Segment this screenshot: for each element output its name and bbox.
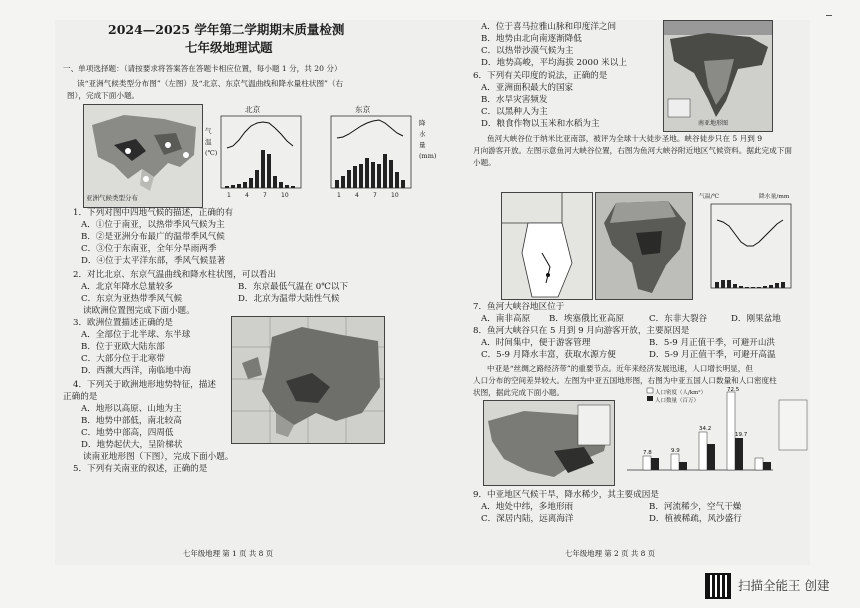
africa-map <box>595 192 693 300</box>
q8-option-a[interactable]: A．时间集中，便于游客管理 <box>481 338 591 348</box>
month-tick: 4 <box>245 192 249 199</box>
q8-option-c[interactable]: C．5-9 月降水丰富，获取水源方便 <box>481 350 616 360</box>
population-chart <box>623 384 809 486</box>
q7-option-c[interactable]: C．东非大裂谷 <box>649 314 708 324</box>
fish-river-location-map <box>501 192 593 300</box>
q7-intro-line: 鱼河大峡谷位于纳米比亚南部，被评为全球十大徒步圣地。峡谷徒步只在 5 月到 9 <box>487 134 763 143</box>
climate-chart-graphic <box>697 192 805 300</box>
q7-option-b[interactable]: B．埃塞俄比亚高原 <box>549 314 625 324</box>
bar-value-label: 9.9 <box>671 448 680 454</box>
q1-option-b[interactable]: B．②是亚洲分布最广的温带季风气候 <box>81 232 225 242</box>
page-2-footer: 七年级地理 第 2 页 共 8 页 <box>565 549 656 558</box>
precip-axis-label: 降水量(mm) <box>419 119 437 160</box>
q3-option-d[interactable]: D．西濒大西洋，南临地中海 <box>81 366 192 376</box>
bar-value-label: 19.7 <box>735 432 748 438</box>
south-asia-map <box>663 20 773 132</box>
q5-intro: 读南亚地形图（下图），完成下面小题。 <box>83 452 234 462</box>
q3-option-a[interactable]: A．全部位于北半球、东半球 <box>81 330 191 340</box>
q8-option-b[interactable]: B．5-9 月正值干季，可避开山洪 <box>649 338 776 348</box>
climate-charts <box>205 104 437 204</box>
month-tick: 10 <box>281 192 289 199</box>
beijing-precip-bars <box>225 150 295 188</box>
month-tick: 1 <box>227 192 231 199</box>
q4-option-a[interactable]: A．地形以高原、山地为主 <box>81 404 182 414</box>
section-heading: 一、单项选择题：（请按要求将答案答在答题卡相应位置，每小题 1 分，共 20 分） <box>63 64 342 73</box>
asia-map-caption: 亚洲气候类型分布 <box>86 194 138 202</box>
q4-option-d[interactable]: D．地势起伏大，呈阶梯状 <box>81 440 183 450</box>
q7-intro-line: 月向游客开放。左图示意鱼河大峡谷位置，右图为鱼河大峡谷附近地区气候资料。据此完成下面 <box>473 146 792 155</box>
question-6: 6．下列有关印度的说法，正确的是 <box>473 71 608 81</box>
bar-value-label: 72.5 <box>727 387 740 393</box>
month-tick: 4 <box>355 192 359 199</box>
question-2: 2．对比北京、东京气温曲线和降水柱状图，可以看出 <box>73 270 277 280</box>
legend-density: 人口密度（人/km²） <box>655 390 707 396</box>
tokyo-temp-curve <box>337 120 403 138</box>
q9-option-b[interactable]: B．河流稀少，空气干燥 <box>649 502 742 512</box>
exam-title: 2024—2025 学年第二学期期末质量检测 <box>108 22 345 37</box>
q1-option-d[interactable]: D．④位于太平洋东部，季风气候显著 <box>81 256 226 266</box>
month-tick: 1 <box>337 192 341 199</box>
fish-river-climate-chart <box>697 192 805 300</box>
scanner-watermark: 扫描全能王 创建 <box>738 578 830 593</box>
q6-option-c[interactable]: C．以黑种人为主 <box>481 107 548 117</box>
beijing-label: 北京 <box>245 105 261 114</box>
q9-intro-line: 状图，据此完成下面小题。 <box>473 388 565 397</box>
precip-axis-label: 降水量/mm <box>759 194 790 200</box>
central-asia-map-graphic <box>484 401 614 485</box>
q7-intro-line: 小题。 <box>473 158 496 167</box>
q1-option-c[interactable]: C．③位于东南亚，全年分旱雨两季 <box>81 244 217 254</box>
exam-subtitle: 七年级地理试题 <box>185 40 273 55</box>
corner-mark <box>826 15 832 16</box>
question-4-cont: 正确的是 <box>63 392 98 402</box>
climate-chart-graphic <box>205 104 437 204</box>
q9-option-d[interactable]: D．植被稀疏，风沙盛行 <box>649 514 742 524</box>
beijing-temp-curve <box>227 122 293 148</box>
month-tick: 10 <box>391 192 399 199</box>
q2-option-c[interactable]: C．东京为亚热带季风气候 <box>81 294 183 304</box>
intro-line: 图），完成下面小题。 <box>67 91 140 100</box>
page-2 <box>473 20 808 565</box>
south-asia-map-caption: 南亚地形图 <box>698 120 729 127</box>
q9-option-a[interactable]: A．地处中纬，多地形雨 <box>481 502 574 512</box>
q5-option-b[interactable]: B．地势由北向南逐渐降低 <box>481 34 582 44</box>
q3-option-b[interactable]: B．位于亚欧大陆东部 <box>81 342 165 352</box>
exam-sheet <box>55 20 810 565</box>
question-4: 4．下列关于欧洲地形地势特征，描述 <box>73 380 216 390</box>
question-5: 5．下列有关南亚的叙述，正确的是 <box>73 464 208 474</box>
q7-option-a[interactable]: A．南非高原 <box>481 314 531 324</box>
temp-axis-label: 气温(℃) <box>205 127 218 157</box>
question-7: 7．鱼河大峡谷地区位于 <box>473 302 565 312</box>
bar-value-label: 34.2 <box>699 426 712 432</box>
q4-option-b[interactable]: B．地势中部低，南北较高 <box>81 416 182 426</box>
question-3: 3．欧洲位置描述正确的是 <box>73 318 173 328</box>
q2-option-b[interactable]: B．东京最低气温在 0℃以下 <box>238 282 349 292</box>
europe-map <box>231 316 385 444</box>
question-1: 1．下列对图中四地气候的描述，正确的有 <box>73 208 234 218</box>
q4-option-c[interactable]: C．地势中部高，四周低 <box>81 428 174 438</box>
q8-option-d[interactable]: D．5-9 月正值干季，可避开高温 <box>649 350 776 360</box>
q2-option-d[interactable]: D．北京为温带大陆性气候 <box>238 294 340 304</box>
africa-map-graphic <box>596 193 692 299</box>
q5-option-d[interactable]: D．地势高峻，平均海拔 2000 米以上 <box>481 58 627 68</box>
q6-option-a[interactable]: A．亚洲面积最大的国家 <box>481 83 574 93</box>
population-chart-graphic <box>623 384 809 486</box>
question-8: 8．鱼河大峡谷只在 5 月到 9 月向游客开放，主要原因是 <box>473 326 690 336</box>
month-tick: 7 <box>373 192 377 199</box>
intro-line: 读“亚洲气候类型分布图”（左图）及“北京、东京气温曲线和降水量柱状图”（右 <box>77 79 344 88</box>
q9-intro-line: 中亚是“丝绸之路经济带”的重要节点。近年来经济发展迅速，人口增长明显，但 <box>487 364 753 373</box>
q3-option-c[interactable]: C．大部分位于北寒带 <box>81 354 165 364</box>
qr-code-icon <box>705 573 731 599</box>
south-asia-map-graphic <box>664 21 772 121</box>
page-1-footer: 七年级地理 第 1 页 共 8 页 <box>183 549 274 558</box>
q7-option-d[interactable]: D．刚果盆地 <box>731 314 781 324</box>
bar-value-label: 7.8 <box>643 450 652 456</box>
q9-intro-line: 人口分布的空间差异较大。左图为中亚五国地形图，右图为中亚五国人口数量和人口密度柱 <box>473 376 777 385</box>
asia-climate-map <box>83 104 203 208</box>
q9-option-c[interactable]: C．深居内陆，远离海洋 <box>481 514 574 524</box>
asia-map-graphic <box>84 105 202 207</box>
country-legend-box <box>779 400 807 450</box>
q6-option-d[interactable]: D．粮食作物以玉米和水稻为主 <box>481 119 600 129</box>
q2-option-a[interactable]: A．北京年降水总量较多 <box>81 282 174 292</box>
europe-map-graphic <box>232 317 384 443</box>
tokyo-label: 东京 <box>355 105 371 114</box>
page-1 <box>63 20 437 565</box>
q1-option-a[interactable]: A．①位于南亚，以热带季风气候为主 <box>81 220 225 230</box>
question-9: 9．中亚地区气候干旱，降水稀少，其主要成因是 <box>473 490 659 500</box>
q6-option-b[interactable]: B．水旱灾害频发 <box>481 95 548 105</box>
tokyo-precip-bars <box>335 154 405 188</box>
central-asia-map <box>483 400 615 486</box>
location-map-graphic <box>502 193 592 299</box>
q5-option-a[interactable]: A．位于喜马拉雅山脉和印度洋之间 <box>481 22 617 32</box>
precip-bars <box>715 280 785 288</box>
temp-axis-label: 气温/℃ <box>699 194 720 200</box>
q3-intro: 读欧洲位置图完成下面小题。 <box>83 306 195 316</box>
temp-curve <box>717 220 783 246</box>
q5-option-c[interactable]: C．以热带沙漠气候为主 <box>481 46 574 56</box>
legend-population: 人口数量（百万） <box>655 398 700 404</box>
month-tick: 7 <box>263 192 267 199</box>
